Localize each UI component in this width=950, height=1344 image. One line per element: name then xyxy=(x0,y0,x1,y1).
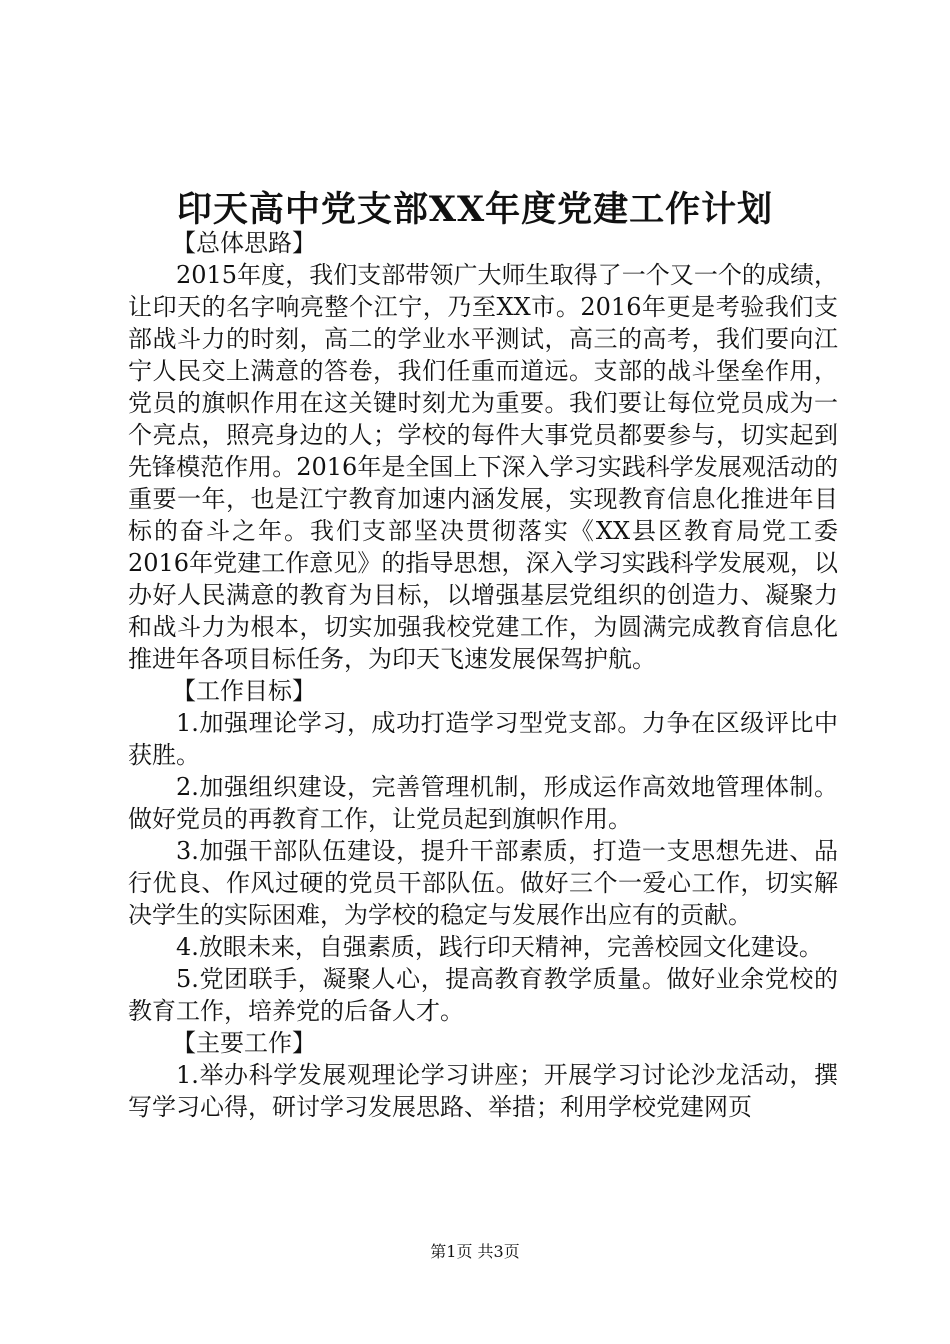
page-number-footer: 第1页 共3页 xyxy=(430,1242,520,1261)
section-heading: 【主要工作】 xyxy=(172,1029,316,1057)
document-title: 印天高中党支部XX年度党建工作计划 xyxy=(176,189,774,230)
body-paragraph: 2.加强组织建设，完善管理机制，形成运作高效地管理体制。做好党员的再教育工作，让党员起到旗帜作用。 xyxy=(128,773,838,833)
body-paragraph: 3.加强干部队伍建设，提升干部素质，打造一支思想先进、品行优良、作风过硬的党员干部队伍。做好三个一爱心工作，切实解决学生的实际困难，为学校的稳定与发展作出应有的贡献。 xyxy=(128,837,838,929)
section-overall-approach xyxy=(128,227,838,675)
section-work-goals xyxy=(128,675,838,1027)
section-main-work xyxy=(128,1027,838,1123)
document-body xyxy=(128,227,838,1123)
body-paragraph: 1.举办科学发展观理论学习讲座；开展学习讨论沙龙活动，撰写学习心得，研讨学习发展思路、举措；利用学校党建网页 xyxy=(128,1061,838,1121)
body-paragraph: 1.加强理论学习，成功打造学习型党支部。力争在区级评比中获胜。 xyxy=(128,709,838,769)
body-paragraph: 5.党团联手，凝聚人心，提高教育教学质量。做好业余党校的教育工作，培养党的后备人才。 xyxy=(128,965,838,1025)
section-heading: 【总体思路】 xyxy=(172,229,316,257)
section-heading: 【工作目标】 xyxy=(172,677,316,705)
body-paragraph: 2015年度，我们支部带领广大师生取得了一个又一个的成绩，让印天的名字响亮整个江宁，乃至XX市。2016年更是考验我们支部战斗力的时刻，高二的学业水平测试，高三的高考，我们要向江宁人民交上满意的答卷，我们任重而道远。支部的战斗堡垒作用，党员的旗帜作用在这关键时刻尤为重要。我们要让每位党员成为一个亮点，照亮身边的人；学校的每件大事党员都要参与，切实起到先锋模范作用。2016年是全国上下深入学习实践科学发展观活动的重要一年，也是江宁教育加速内涵发展，实现教育信息化推进年目标的奋斗之年。我们支部坚决贯彻落实《XX县区教育局党工委2016年党建工作意见》的指导思想，深入学习实践科学发展观，以办好人民满意的教育为目标，以增强基层党组织的创造力、凝聚力和战斗力为根本，切实加强我校党建工作，为圆满完成教育信息化推进年各项目标任务，为印天飞速发展保驾护航。 xyxy=(128,261,838,673)
body-paragraph: 4.放眼未来，自强素质，践行印天精神，完善校园文化建设。 xyxy=(176,933,823,961)
